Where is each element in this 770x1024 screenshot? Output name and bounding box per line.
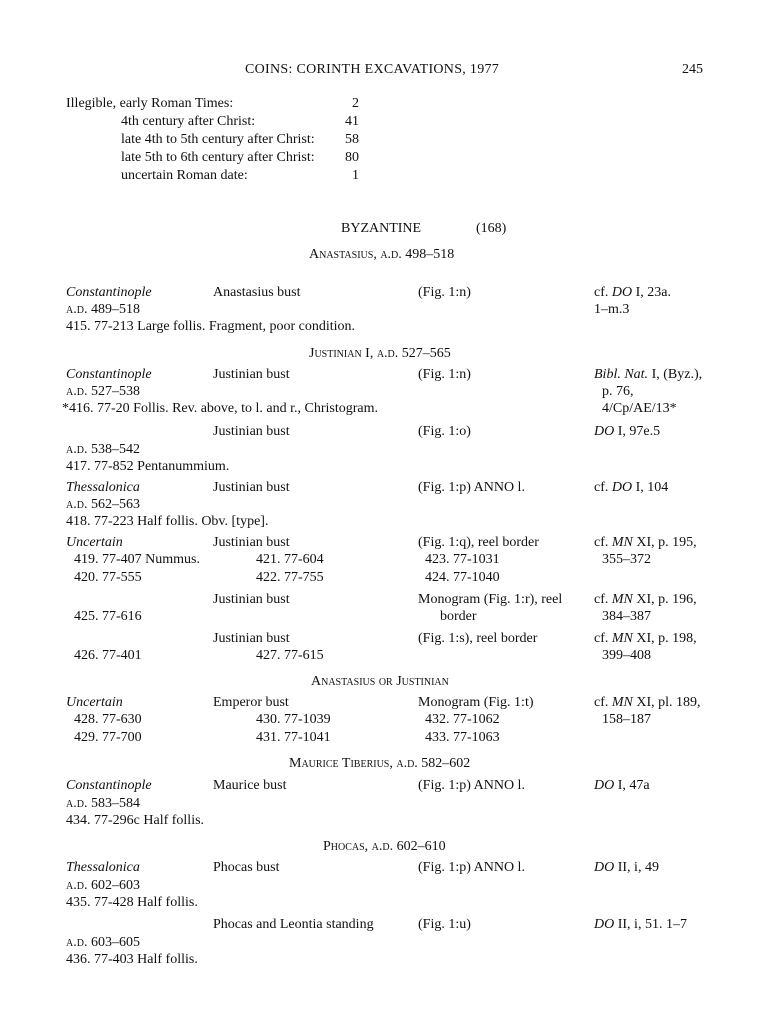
reference: DO II, i, 51. 1–7 [594, 917, 687, 932]
coin-entry: 435. 77-428 Half follis. [66, 895, 198, 910]
coin-entry: 420. 77-555 [74, 570, 142, 585]
mint: Uncertain [66, 535, 123, 550]
obverse: Justinian bust [213, 592, 290, 607]
reverse: (Fig. 1:p) ANNO l. [418, 480, 525, 495]
date: a.d. 603–605 [66, 935, 140, 950]
date: a.d. 562–563 [66, 497, 140, 512]
coin-entry: 428. 77-630 [74, 712, 142, 727]
reverse: border [440, 609, 477, 624]
obverse: Phocas and Leontia standing [213, 917, 374, 932]
coin-entry: 419. 77-407 Nummus. [74, 552, 200, 567]
section-heading: Phocas, a.d. 602–610 [323, 839, 446, 854]
reverse: (Fig. 1:u) [418, 917, 471, 932]
obverse: Justinian bust [213, 535, 290, 550]
date: a.d. 527–538 [66, 384, 140, 399]
coin-entry: 424. 77-1040 [425, 570, 500, 585]
obverse: Justinian bust [213, 424, 290, 439]
reference: 384–387 [602, 609, 651, 624]
summary-label: Illegible, early Roman Times: [66, 96, 234, 111]
reverse: (Fig. 1:p) ANNO l. [418, 778, 525, 793]
obverse: Justinian bust [213, 631, 290, 646]
obverse: Justinian bust [213, 480, 290, 495]
summary-count: 1 [352, 168, 359, 183]
obverse: Maurice bust [213, 778, 287, 793]
byzantine-title: BYZANTINE [341, 221, 422, 236]
coin-entry: 426. 77-401 [74, 648, 142, 663]
reference: cf. MN XI, p. 198, [594, 631, 697, 646]
reverse: (Fig. 1:s), reel border [418, 631, 538, 646]
obverse: Anastasius bust [213, 285, 301, 300]
reverse: (Fig. 1:n) [418, 367, 471, 382]
page-number: 245 [682, 62, 703, 77]
mint: Constantinople [66, 778, 152, 793]
mint: Uncertain [66, 695, 123, 710]
coin-entry: 431. 77-1041 [256, 730, 331, 745]
coin-entry: *416. 77-20 Follis. Rev. above, to l. and r., Christogram. [62, 401, 379, 416]
coin-entry: 422. 77-755 [256, 570, 324, 585]
reverse: Monogram (Fig. 1:t) [418, 695, 534, 710]
byzantine-count: (168) [476, 221, 507, 236]
reverse: (Fig. 1:p) ANNO l. [418, 860, 525, 875]
coin-entry: 417. 77-852 Pentanummium. [66, 459, 230, 474]
summary-count: 80 [345, 150, 359, 165]
mint: Constantinople [66, 367, 152, 382]
coin-entry: 421. 77-604 [256, 552, 324, 567]
reference: p. 76, [602, 384, 634, 399]
coin-entry: 430. 77-1039 [256, 712, 331, 727]
reference: DO I, 47a [594, 778, 650, 793]
summary-label: 4th century after Christ: [121, 114, 256, 129]
summary-label: late 5th to 6th century after Christ: [121, 150, 315, 165]
obverse: Justinian bust [213, 367, 290, 382]
reference: 4/Cp/AE/13* [602, 401, 677, 416]
section-heading: Anastasius, a.d. 498–518 [309, 247, 455, 262]
coin-entry: 436. 77-403 Half follis. [66, 952, 198, 967]
mint: Constantinople [66, 285, 152, 300]
section-heading: Justinian I, a.d. 527–565 [309, 346, 451, 361]
date: a.d. 602–603 [66, 878, 140, 893]
date: a.d. 583–584 [66, 796, 140, 811]
summary-count: 2 [352, 96, 359, 111]
coin-entry: 427. 77-615 [256, 648, 324, 663]
mint: Thessalonica [66, 860, 140, 875]
reference: DO II, i, 49 [594, 860, 659, 875]
reverse: Monogram (Fig. 1:r), reel [418, 592, 563, 607]
coin-entry: 432. 77-1062 [425, 712, 500, 727]
summary-label: uncertain Roman date: [121, 168, 248, 183]
reference: 158–187 [602, 712, 651, 727]
reverse: (Fig. 1:q), reel border [418, 535, 539, 550]
obverse: Emperor bust [213, 695, 289, 710]
obverse: Phocas bust [213, 860, 280, 875]
mint: Thessalonica [66, 480, 140, 495]
coin-entry: 418. 77-223 Half follis. Obv. [type]. [66, 514, 269, 529]
reference: cf. MN XI, p. 196, [594, 592, 697, 607]
section-heading: Maurice Tiberius, a.d. 582–602 [289, 756, 471, 771]
reference: cf. MN XI, pl. 189, [594, 695, 701, 710]
coin-entry: 415. 77-213 Large follis. Fragment, poor condition. [66, 319, 356, 334]
coin-entry: 429. 77-700 [74, 730, 142, 745]
reference: Bibl. Nat. I, (Byz.), [594, 367, 703, 382]
coin-entry: 423. 77-1031 [425, 552, 500, 567]
summary-count: 41 [345, 114, 359, 129]
date: a.d. 489–518 [66, 302, 140, 317]
reference: 1–m.3 [594, 302, 630, 317]
reverse: (Fig. 1:n) [418, 285, 471, 300]
reference: cf. MN XI, p. 195, [594, 535, 697, 550]
running-title: COINS: CORINTH EXCAVATIONS, 1977 [245, 62, 500, 77]
date: a.d. 538–542 [66, 442, 140, 457]
summary-label: late 4th to 5th century after Christ: [121, 132, 315, 147]
reference: 399–408 [602, 648, 651, 663]
coin-entry: 433. 77-1063 [425, 730, 500, 745]
reverse: (Fig. 1:o) [418, 424, 471, 439]
reference: cf. DO I, 104 [594, 480, 669, 495]
reference: cf. DO I, 23a. [594, 285, 672, 300]
coin-entry: 434. 77-296c Half follis. [66, 813, 205, 828]
summary-count: 58 [345, 132, 359, 147]
section-heading: Anastasius or Justinian [311, 674, 449, 689]
coin-entry: 425. 77-616 [74, 609, 142, 624]
reference: DO I, 97e.5 [594, 424, 661, 439]
reference: 355–372 [602, 552, 651, 567]
